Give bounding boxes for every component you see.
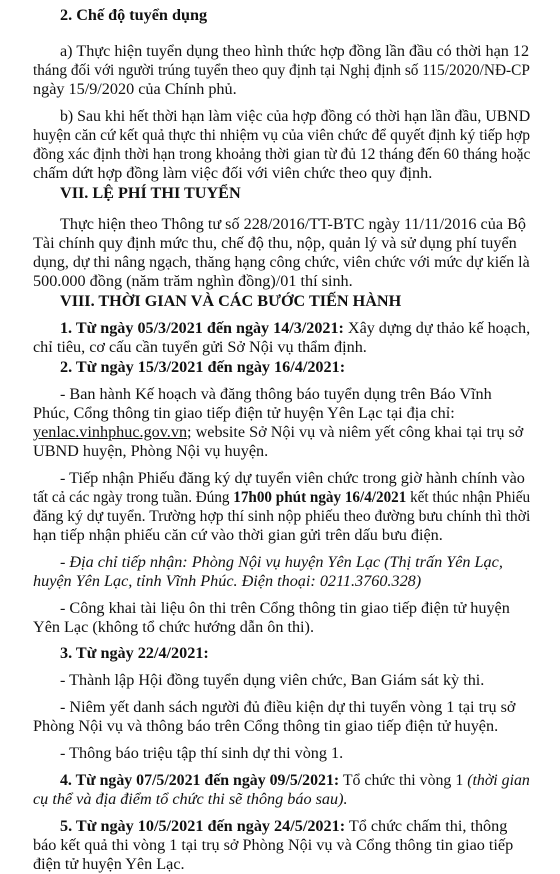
text-line — [60, 106, 530, 126]
text-segment: 2. Từ ngày 15/3/2021 đến ngày 16/4/2021: — [60, 358, 346, 376]
text-segment: tất cả các ngày trong tuần. Đúng — [33, 488, 234, 506]
text-segment: 4. Từ ngày 07/5/2021 đến ngày 09/5/2021: — [60, 771, 340, 789]
text-line — [33, 716, 498, 736]
text-line — [60, 552, 503, 572]
text-line — [60, 816, 507, 836]
text-segment: a) Thực hiện tuyển dụng theo hình thức hợp đồng lần đầu có thời hạn 12 — [60, 42, 530, 60]
text-line — [33, 835, 513, 855]
text-segment: - Thông báo triệu tập thí sinh dự thi vòng 1. — [60, 744, 344, 762]
text-line — [33, 571, 421, 591]
text-segment: chỉ tiêu, cơ cấu cần tuyển gửi Sở Nội vụ thẩm định. — [33, 338, 367, 356]
text-segment: 17h00 phút ngày 16/4/2021 — [233, 488, 407, 506]
text-line — [33, 506, 530, 526]
text-line — [60, 697, 515, 717]
text-segment: Thực hiện theo Thông tư số 228/2016/TT-BTC ngày 11/11/2016 của Bộ — [60, 215, 526, 233]
text-segment: 1. Từ ngày 05/3/2021 đến ngày 14/3/2021: — [60, 319, 344, 337]
text-line — [33, 163, 432, 183]
text-line — [33, 252, 530, 272]
text-line — [33, 617, 314, 637]
text-line — [60, 743, 343, 763]
text-line — [33, 403, 455, 423]
text-line — [60, 214, 526, 234]
text-line — [60, 357, 345, 377]
text-segment: 3. Từ ngày 22/4/2021: — [60, 644, 209, 662]
text-segment: - Ban hành Kế hoạch và đăng thông báo tuyển dụng trên Báo Vĩnh — [60, 385, 492, 403]
text-segment: VIII. THỜI GIAN VÀ CÁC BƯỚC TIẾN HÀNH — [60, 292, 402, 310]
text-line — [33, 79, 237, 99]
text-segment: Xây dựng dự thảo kế hoạch, — [343, 319, 531, 337]
text-line — [60, 384, 492, 404]
text-line — [60, 770, 530, 790]
text-line — [60, 598, 510, 618]
text-segment: Tổ chức thi vòng 1 — [339, 771, 468, 789]
text-segment: - Công khai tài liệu ôn thi trên Cổng thông tin giao tiếp điện tử huyện — [60, 599, 510, 617]
text-line — [33, 422, 523, 442]
text-line — [33, 789, 348, 809]
text-segment: Phúc, Cổng thông tin giao tiếp điện tử huyện Yên Lạc tại địa chỉ: — [33, 404, 455, 422]
website-link[interactable]: yenlac.vinhphuc.gov.vn — [33, 423, 188, 441]
text-segment: cụ thể và địa điểm tổ chức thi sẽ thông báo sau). — [33, 790, 348, 808]
text-line — [33, 441, 268, 461]
text-segment: báo kết quả thi vòng 1 tại trụ sở Phòng Nội vụ và Cổng thông tin giao tiếp — [33, 836, 514, 854]
text-segment: ; website Sở Nội vụ và niêm yết công khai tại trụ sở — [187, 423, 524, 441]
text-segment: đăng ký dự tuyển. Trường hợp thí sinh nộp phiếu theo đường bưu chính thì thời — [33, 507, 531, 525]
text-line — [33, 144, 530, 164]
text-line — [33, 60, 530, 80]
text-segment: b) Sau khi hết thời hạn làm việc của hợp đồng có thời hạn lần đầu, UBND — [60, 107, 531, 125]
text-segment: UBND huyện, Phòng Nội vụ huyện. — [33, 442, 269, 460]
text-segment: 2. Chế độ tuyển dụng — [60, 6, 208, 24]
text-segment: ngày 15/9/2020 của Chính phủ. — [33, 80, 237, 98]
text-segment: Tổ chức chấm thi, thông — [345, 817, 508, 835]
text-line — [33, 337, 367, 357]
text-segment: huyện căn cứ kết quả thực thi nhiệm vụ của viên chức để quyết định ký tiếp hợp — [33, 126, 531, 144]
text-line — [33, 271, 353, 291]
text-segment: dụng, dự thi nâng ngạch, thăng hạng công chức, viên chức với mức dự kiến là — [33, 253, 530, 271]
text-segment: - Thành lập Hội đồng tuyển dụng viên chức, Ban Giám sát kỳ thi. — [60, 671, 485, 689]
text-segment: huyện Yên Lạc, tỉnh Vĩnh Phúc. Điện thoại: 0211.3760.328) — [33, 572, 422, 590]
text-segment: kết thúc nhận Phiếu — [406, 488, 531, 506]
text-line — [60, 5, 207, 25]
text-segment: (thời gian — [467, 771, 530, 789]
text-line — [60, 643, 209, 663]
text-segment: điện tử huyện Yên Lạc. — [33, 855, 185, 873]
text-line — [33, 233, 517, 253]
text-segment: - Niêm yết danh sách người đủ điều kiện dự thi tuyển vòng 1 tại trụ sở — [60, 698, 516, 716]
text-segment: 5. Từ ngày 10/5/2021 đến ngày 24/5/2021: — [60, 817, 346, 835]
text-line — [60, 41, 529, 61]
text-line — [33, 487, 530, 507]
text-line — [60, 670, 484, 690]
text-segment: tháng đối với người trúng tuyển theo quy định tại Nghị định số 115/2020/NĐ-CP — [33, 61, 530, 79]
text-segment: Phòng Nội vụ và thông báo trên Cổng thông tin giao tiếp điện tử huyện. — [33, 717, 499, 735]
text-segment: chấm dứt hợp đồng làm việc đối với viên chức theo quy định. — [33, 164, 433, 182]
text-line — [33, 525, 443, 545]
text-line — [33, 125, 530, 145]
text-line — [60, 183, 241, 203]
text-segment: Yên Lạc (không tổ chức hướng dẫn ôn thi). — [33, 618, 314, 636]
text-line — [60, 318, 530, 338]
text-line — [60, 291, 401, 311]
text-line — [60, 468, 525, 488]
text-segment: Tài chính quy định mức thu, chế độ thu, nộp, quản lý và sử dụng phí tuyển — [33, 234, 517, 252]
text-line — [33, 854, 185, 874]
text-segment: đồng xác định thời hạn trong khoảng thời gian từ đủ 12 tháng đến 60 tháng hoặc — [33, 145, 531, 163]
text-segment: hạn tiếp nhận phiếu căn cứ vào thời gian gửi trên dấu bưu điện. — [33, 526, 443, 544]
text-segment: VII. LỆ PHÍ THI TUYỂN — [60, 184, 241, 202]
text-segment: 500.000 đồng (năm trăm nghìn đồng)/01 thí sinh. — [33, 272, 353, 290]
text-segment: - Địa chỉ tiếp nhận: Phòng Nội vụ huyện Yên Lạc (Thị trấn Yên Lạc, — [60, 553, 503, 571]
text-segment: - Tiếp nhận Phiếu đăng ký dự tuyển viên chức trong giờ hành chính vào — [60, 469, 525, 487]
